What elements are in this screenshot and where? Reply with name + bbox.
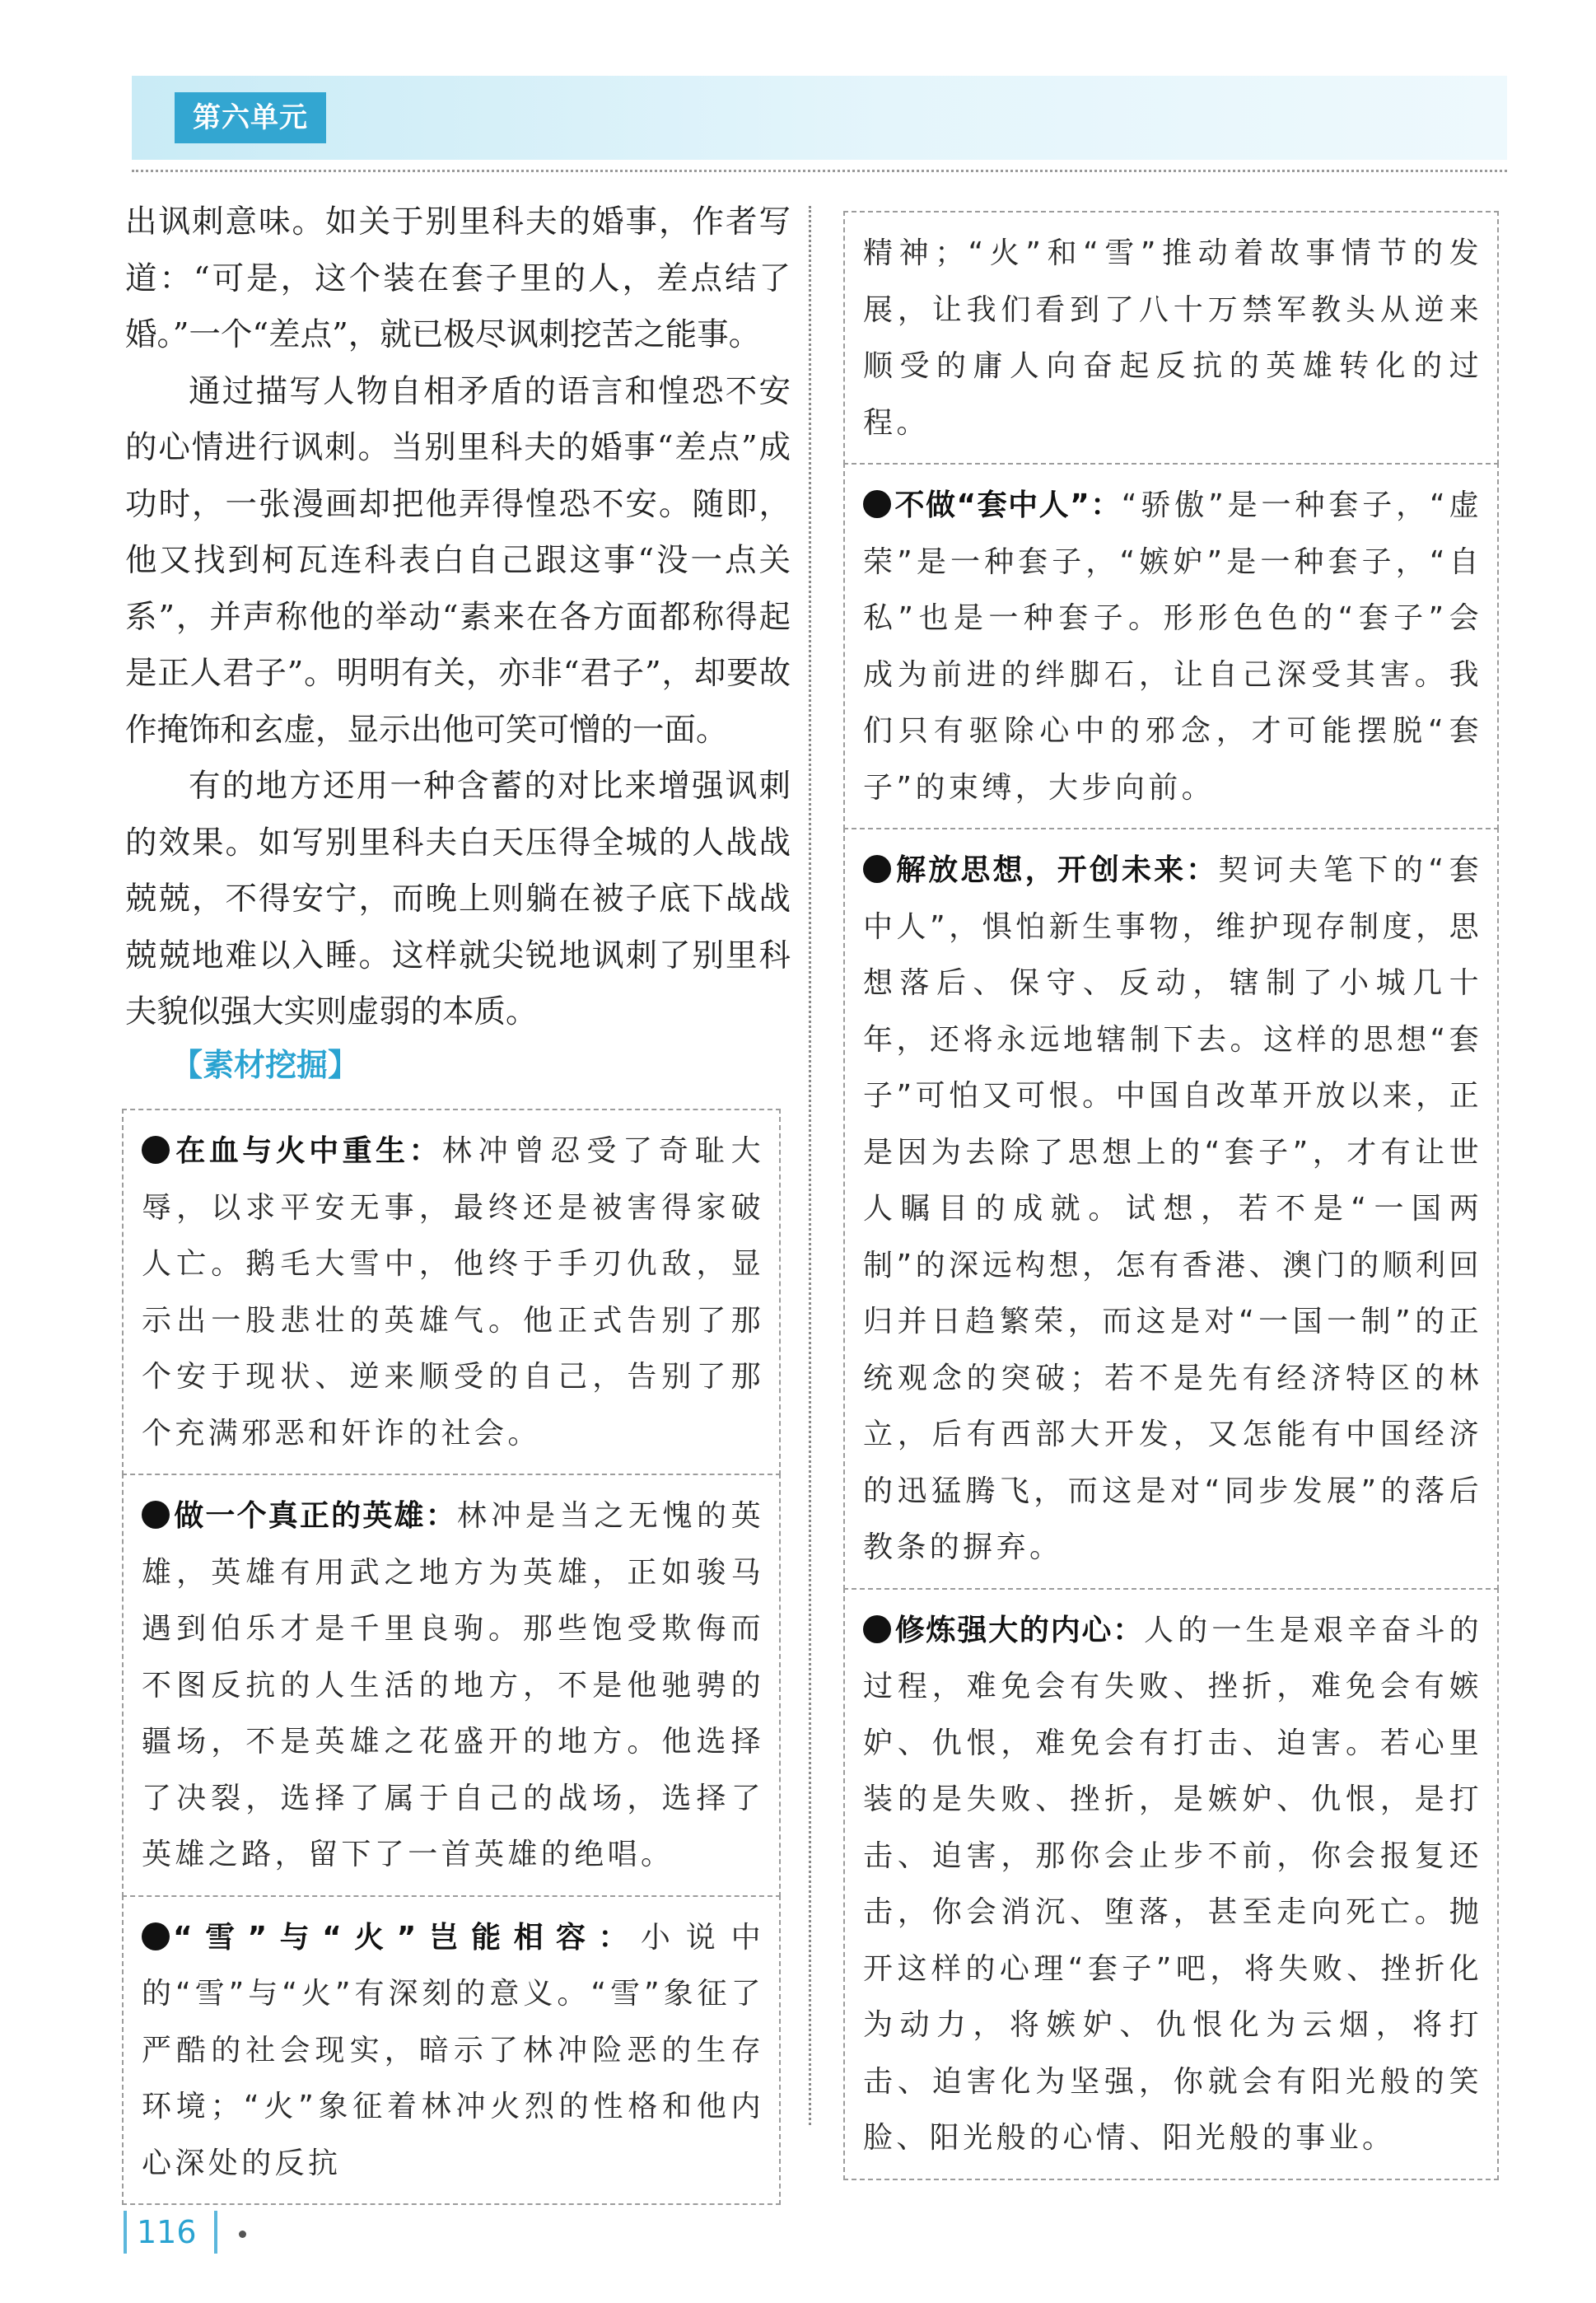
card-body: 林冲是当之无愧的英雄，英雄有用武之地方为英雄，正如骏马遇到伯乐才是千里良驹。那些饱受欺侮而不图反抗的人生活的地方，不是他驰骋的疆场，不是英雄之花盛开的地方。他选择了决裂，选择了属于自己的战场，选择了英雄之路，留下了一首英雄的绝唱。 [142,1499,764,1871]
right-material-cards [843,213,1499,2180]
card-heading: 修炼强大的内心： [894,1613,1144,1647]
bullet-icon [142,1136,170,1164]
bullet-icon [863,855,891,883]
material-card [122,1895,781,2206]
material-card [843,1588,1499,2180]
bullet-icon [142,1922,170,1950]
paragraph: 出讽刺意味。如关于别里科夫的婚事，作者写道：“可是，这个装在套子里的人，差点结了婚。”一个“差点”，就已极尽讽刺挖苦之能事。 [125,203,791,353]
card-heading: 解放思想，开创未来： [894,853,1219,887]
unit-label: 第六单元 [175,92,326,143]
section-label: 【素材挖掘】 [171,1047,360,1083]
header-band [132,76,1507,160]
footer-dot [239,2231,246,2238]
header-divider [132,170,1507,172]
card-heading: “雪”与“火”岂能相容： [173,1920,641,1955]
bullet-icon [863,1615,891,1643]
paragraph: 通过描写人物自相矛盾的语言和惶恐不安的心情进行讽刺。当别里科夫的婚事“差点”成功时，一张漫画却把他弄得惶恐不安。随即，他又找到柯瓦连科表白自己跟这事“没一点关系”，并声称他的举动“素来在各方面都称得起是正人君子”。明明有关，亦非“君子”，却要故作掩饰和玄虚，显示出他可笑可憎的一面。 [125,372,791,749]
card-body: 小说中的“雪”与“火”有深刻的意义。“雪”象征了严酷的社会现实，暗示了林冲险恶的生存环境；“火”象征着林冲火烈的性格和他内心深处的反抗 [142,1920,764,2180]
card-body: 人的一生是艰辛奋斗的过程，难免会有失败、挫折，难免会有嫉妒、仇恨，难免会有打击、迫害。若心里装的是失败、挫折，是嫉妒、仇恨，是打击、迫害，那你会止步不前，你会报复还击，你会消沉、堕落，甚至走向死亡。抛开这样的心理“套子”吧，将失败、挫折化为动力，将嫉妒、仇恨化为云烟，将打击、迫害化为坚强，你就会有阳光般的笑脸、阳光般的心情、阳光般的事业。 [863,1613,1482,2155]
card-heading: 在血与火中重生： [173,1134,442,1168]
material-card [122,1474,781,1897]
left-material-cards [122,1110,781,2205]
bullet-icon [142,1501,170,1529]
card-heading: 做一个真正的英雄： [173,1499,457,1533]
footer-bar [124,2211,127,2254]
card-heading: 不做“套中人”： [894,488,1122,522]
paragraph: 有的地方还用一种含蓄的对比来增强讽刺的效果。如写别里科夫白天压得全城的人战战兢兢，不得安宁，而晚上则躺在被子底下战战兢兢地难以入睡。这样就尖锐地讽刺了别里科夫貌似强大实则虚弱的本质。 [125,768,791,1030]
card-body: “骄傲”是一种套子，“虚荣”是一种套子，“嫉妒”是一种套子，“自私”也是一种套子。形形色色的“套子”会成为前进的绊脚石，让自己深受其害。我们只有驱除心中的邪念，才可能摆脱“套子”的束缚，大步向前。 [863,488,1482,805]
bullet-icon [863,490,891,518]
card-body: 契诃夫笔下的“套中人”，惧怕新生事物，维护现存制度，思想落后、保守、反动，辖制了小城几十年，还将永远地辖制下去。这样的思想“套子”可怕又可恨。中国自改革开放以来，正是因为去除了思想上的“套子”，才有让世人瞩目的成就。试想，若不是“一国两制”的深远构想，怎有香港、澳门的顺利回归并日趋繁荣，而这是对“一国一制”的正统观念的突破；若不是先有经济特区的林立，后有西部大开发，又怎能有中国经济的迅猛腾飞，而这是对“同步发展”的落后教条的摒弃。 [863,853,1482,1564]
column-divider [809,206,811,2125]
card-body: 林冲曾忍受了奇耻大辱，以求平安无事，最终还是被害得家破人亡。鹅毛大雪中，他终于手刃仇敌，显示出一股悲壮的英雄气。他正式告别了那个安于现状、逆来顺受的自己，告别了那个充满邪恶和奸诈的社会。 [142,1134,764,1450]
footer-bar [214,2211,217,2254]
page-number: 116 [137,2214,197,2250]
card-body: 精神；“火”和“雪”推动着故事情节的发展，让我们看到了八十万禁军教头从逆来顺受的庸人向奋起反抗的英雄转化的过程。 [863,236,1482,440]
material-card-continued [843,211,1499,465]
material-card [843,463,1499,829]
material-card [843,828,1499,1590]
material-card [122,1109,781,1475]
left-body-text [125,194,791,1041]
